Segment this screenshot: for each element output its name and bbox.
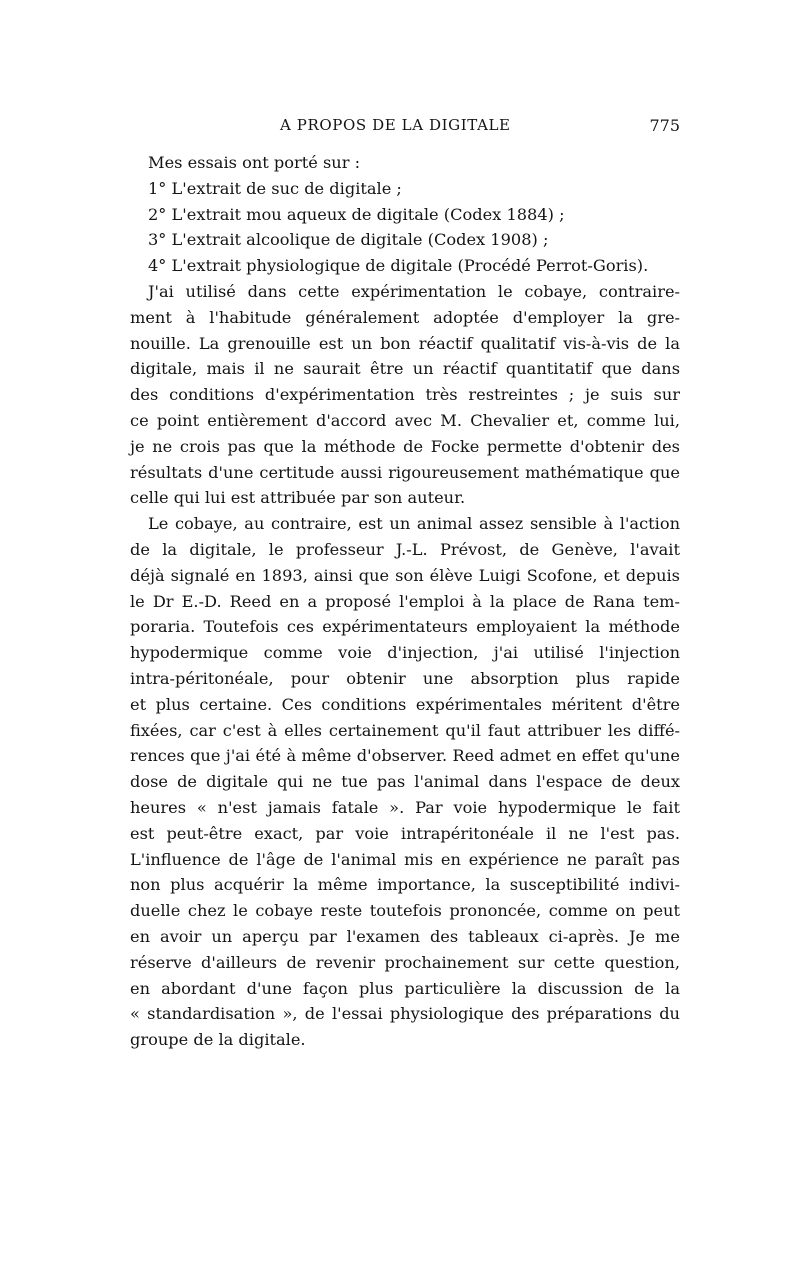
text-line: déjà signalé en 1893, ainsi que son élève Luigi Scofone, et depuis [130,565,680,585]
text-line: L'influence de l'âge de l'animal mis en expérience ne paraît pas [130,849,680,869]
text-line: 4° L'extrait physiologique de digitale (Procédé Perrot-Goris). [148,256,649,276]
text-line: non plus acquérir la même importance, la susceptibilité indivi- [130,875,680,895]
text-line: nouille. La grenouille est un bon réactif qualitatif vis-à-vis de la [130,333,680,353]
text-line: le Dr E.-D. Reed en a proposé l'emploi à la place de Rana tem- [130,591,680,611]
text-line: poraria. Toutefois ces expérimentateurs employaient la méthode [130,617,680,637]
text-line: je ne crois pas que la méthode de Focke permette d'obtenir des [130,436,680,456]
running-title: A PROPOS DE LA DIGITALE [280,116,511,134]
text-line: 3° L'extrait alcoolique de digitale (Codex 1908) ; [148,230,549,250]
text-line: Le cobaye, au contraire, est un animal assez sensible à l'action [148,514,680,534]
text-line: est peut-être exact, par voie intrapéritonéale il ne l'est pas. [130,823,680,843]
text-line: dose de digitale qui ne tue pas l'animal dans l'espace de deux [130,772,680,792]
text-line: celle qui lui est attribuée par son auteur. [130,488,466,508]
text-line: heures « n'est jamais fatale ». Par voie hypodermique le fait [130,797,680,817]
text-line: de la digitale, le professeur J.-L. Prévost, de Genève, l'avait [130,539,680,559]
text-line: duelle chez le cobaye reste toutefois prononcée, comme on peut [130,901,680,921]
body-text [130,150,680,1053]
text-line: ment à l'habitude généralement adoptée d'employer la gre- [130,307,680,327]
text-line: J'ai utilisé dans cette expérimentation le cobaye, contraire- [148,281,680,301]
text-line: 2° L'extrait mou aqueux de digitale (Codex 1884) ; [148,204,565,224]
text-line: ce point entièrement d'accord avec M. Chevalier et, comme lui, [130,410,680,430]
text-line: intra-péritonéale, pour obtenir une absorption plus rapide [130,668,680,688]
text-line: rences que j'ai été à même d'observer. Reed admet en effet qu'une [130,746,680,766]
text-line: des conditions d'expérimentation très restreintes ; je suis sur [130,385,680,405]
text-line: résultats d'une certitude aussi rigoureusement mathématique que [130,462,680,482]
text-line: réserve d'ailleurs de revenir prochainement sur cette question, [130,952,680,972]
running-header [130,116,680,140]
text-line: en avoir un aperçu par l'examen des tableaux ci-après. Je me [130,926,680,946]
text-line: 1° L'extrait de suc de digitale ; [148,178,402,198]
text-line: « standardisation », de l'essai physiologique des préparations du [130,1004,680,1024]
text-line: fixées, car c'est à elles certainement qu'il faut attribuer les diffé- [130,720,680,740]
text-line: et plus certaine. Ces conditions expérimentales méritent d'être [130,694,680,714]
text-line: en abordant d'une façon plus particulière la discussion de la [130,978,680,998]
text-line: digitale, mais il ne saurait être un réactif quantitatif que dans [130,359,680,379]
page-number: 775 [649,116,680,135]
text-line: Mes essais ont porté sur : [148,153,361,172]
text-line: hypodermique comme voie d'injection, j'ai utilisé l'injection [130,643,680,663]
text-line: groupe de la digitale. [130,1030,306,1050]
